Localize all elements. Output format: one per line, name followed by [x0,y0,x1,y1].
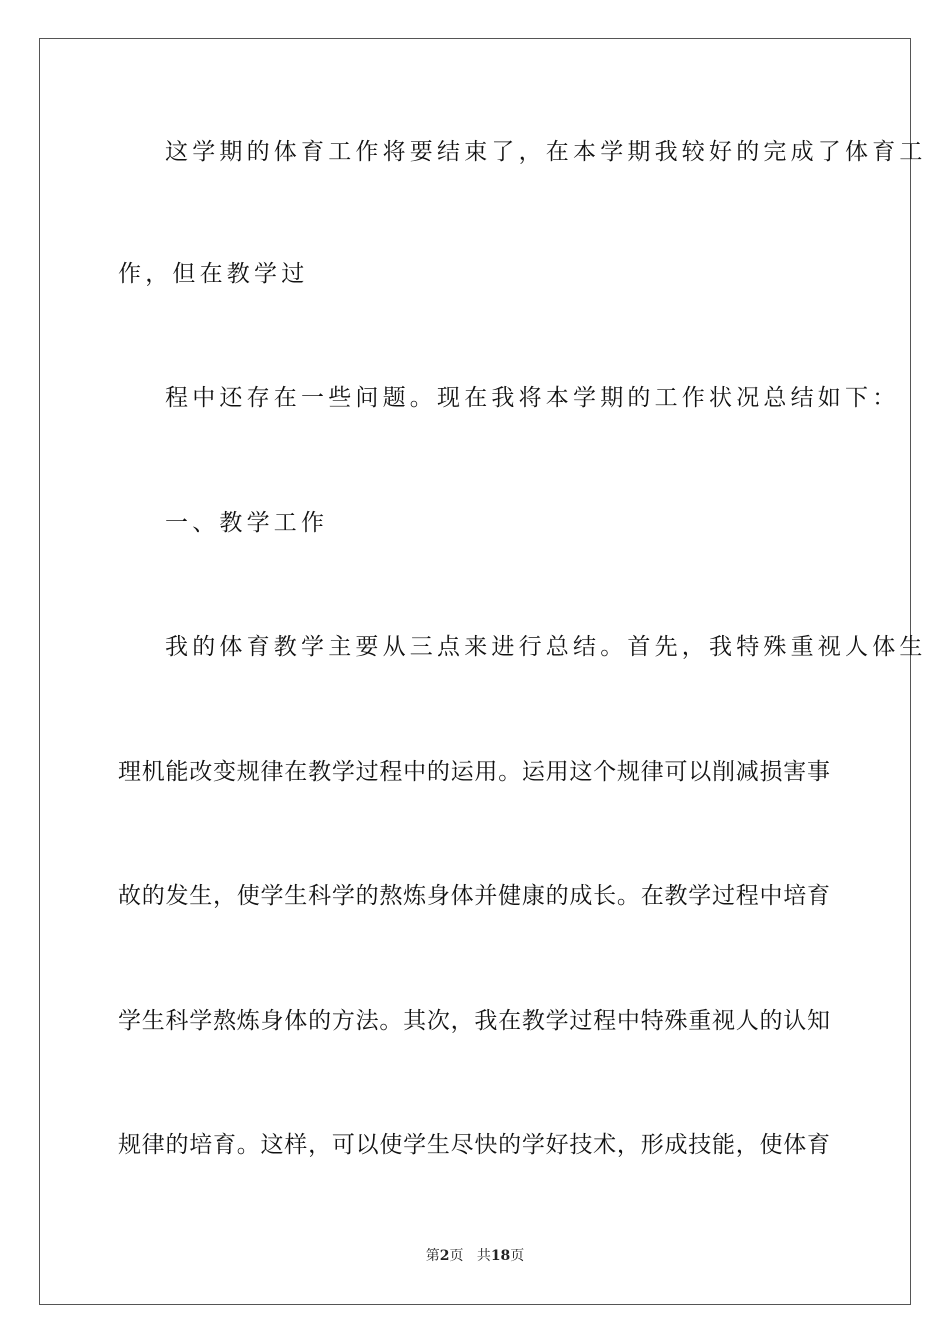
footer-page-suffix: 页 [449,1248,464,1264]
paragraph-line-2: 作，但在教学过 [118,261,309,287]
paragraph-line-8: 学生科学熬炼身体的方法。其次，我在教学过程中特殊重视人的认知 [118,1008,830,1034]
paragraph-line-5: 我的体育教学主要从三点来进行总结。首先，我特殊重视人体生 [165,634,927,660]
section-heading: 一、教学工作 [165,510,329,536]
page-footer [0,1247,950,1265]
paragraph-line-7: 故的发生，使学生科学的熬炼身体并健康的成长。在教学过程中培育 [118,883,830,909]
paragraph-line-1: 这学期的体育工作将要结束了，在本学期我较好的完成了体育工 [165,139,927,165]
footer-page-number: 2 [439,1248,450,1264]
footer-total-pages: 18 [490,1248,511,1264]
footer-total-prefix: 共 [476,1248,491,1264]
paragraph-line-9: 规律的培育。这样，可以使学生尽快的学好技术，形成技能，使体育 [118,1132,830,1158]
footer-page-prefix: 第 [425,1248,440,1264]
page-border [39,38,927,1305]
paragraph-line-6: 理机能改变规律在教学过程中的运用。运用这个规律可以削减损害事 [118,759,830,785]
footer-total-suffix: 页 [510,1248,525,1264]
paragraph-line-3: 程中还存在一些问题。现在我将本学期的工作状况总结如下： [165,385,900,411]
